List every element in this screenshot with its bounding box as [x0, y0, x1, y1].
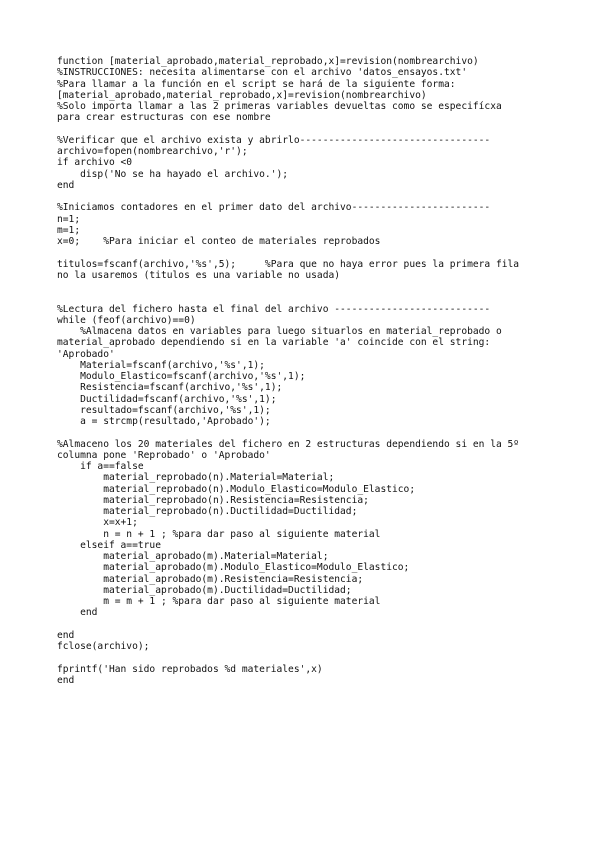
code-line: archivo=fopen(nombrearchivo,'r'); [57, 146, 248, 157]
code-line [57, 619, 547, 630]
code-line: fclose(archivo); [57, 641, 150, 652]
code-line [57, 427, 547, 438]
code-line: titulos=fscanf(archivo,'%s',5); %Para que no haya error pues la primera fila [57, 258, 520, 270]
code-line: if archivo <0 [57, 157, 133, 169]
code-line: m = m + 1 ; %para dar paso al siguiente material [57, 596, 381, 607]
code-line: material_reprobado(n).Resistencia=Resistencia; [57, 494, 369, 506]
code-line: Modulo_Elastico=fscanf(archivo,'%s',1); [57, 371, 306, 382]
code-line: Resistencia=fscanf(archivo,'%s',1); [57, 382, 283, 394]
code-line: elseif a==true [57, 539, 161, 551]
code-line: %INSTRUCCIONES: necesita alimentarse con el archivo 'datos_ensayos.txt' [57, 67, 468, 79]
code-line: fprintf('Han sido reprobados %d materiales',x) [57, 663, 323, 675]
code-line: no la usaremos (titulos es una variable no usada) [57, 269, 341, 281]
code-line: %Almaceno los 20 materiales del fichero en 2 estructuras dependiendo si en la 5º [57, 438, 520, 450]
code-line: para crear estructuras con ese nombre [57, 112, 271, 124]
code-line: material_aprobado(m).Resistencia=Resistencia; [57, 573, 364, 585]
code-line: material_aprobado(m).Modulo_Elastico=Modulo_Elastico; [57, 562, 410, 574]
code-line: n=1; [57, 213, 81, 225]
code-line: resultado=fscanf(archivo,'%s',1); [57, 404, 271, 416]
code-line: disp('No se ha hayado el archivo.'); [57, 168, 289, 180]
code-line: material_reprobado(n).Modulo_Elastico=Modulo_Elastico; [57, 483, 416, 495]
code-line: Material=fscanf(archivo,'%s',1); [57, 359, 265, 371]
code-line: %Verificar que el archivo exista y abrirlo--------------------------------- [57, 134, 491, 146]
code-line: end [57, 607, 98, 619]
code-listing [57, 56, 547, 686]
code-line: Ductilidad=fscanf(archivo,'%s',1); [57, 393, 277, 405]
code-line [57, 247, 547, 258]
code-line: %Almacena datos en variables para luego situarlos en material_reprobado o [57, 326, 502, 337]
code-line: a = strcmp(resultado,'Aprobado'); [57, 416, 271, 427]
code-line: x=x+1; [57, 517, 138, 529]
code-line: material_aprobado dependiendo si en la variable 'a' coincide con el string: [57, 337, 491, 349]
code-line: function [material_aprobado,material_reprobado,x]=revision(nombrearchivo) [57, 56, 479, 67]
code-line: while (feof(archivo)==0) [57, 314, 196, 326]
code-line: material_reprobado(n).Ductilidad=Ductilidad; [57, 506, 358, 517]
code-line: end [57, 179, 75, 191]
code-line [57, 281, 547, 292]
code-line: %Para llamar a la función en el script se hará de la siguiente forma: [57, 78, 456, 90]
code-line: %Iniciamos contadores en el primer dato del archivo------------------------ [57, 202, 491, 214]
code-line: n = n + 1 ; %para dar paso al siguiente material [57, 528, 381, 540]
code-line [57, 652, 547, 663]
code-line: %Solo importa llamar a las 2 primeras variables devueltas como se especifícxa [57, 101, 502, 112]
code-line: columna pone 'Reprobado' o 'Aprobado' [57, 449, 271, 461]
code-line: m=1; [57, 224, 81, 236]
code-line: x=0; %Para iniciar el conteo de materiales reprobados [57, 236, 381, 247]
code-line: end [57, 674, 75, 686]
code-line: [material_aprobado,material_reprobado,x]=revision(nombrearchivo) [57, 89, 427, 101]
code-line: material_aprobado(m).Ductilidad=Ductilidad; [57, 584, 352, 596]
code-line: end [57, 629, 75, 641]
code-line [57, 191, 547, 202]
code-line: material_aprobado(m).Material=Material; [57, 551, 329, 562]
code-line [57, 124, 547, 135]
code-line [57, 292, 547, 303]
code-line: if a==false [57, 461, 144, 472]
code-line: 'Aprobado' [57, 348, 115, 360]
code-line: material_reprobado(n).Material=Material; [57, 472, 335, 484]
code-line: %Lectura del fichero hasta el final del archivo --------------------------- [57, 303, 491, 315]
